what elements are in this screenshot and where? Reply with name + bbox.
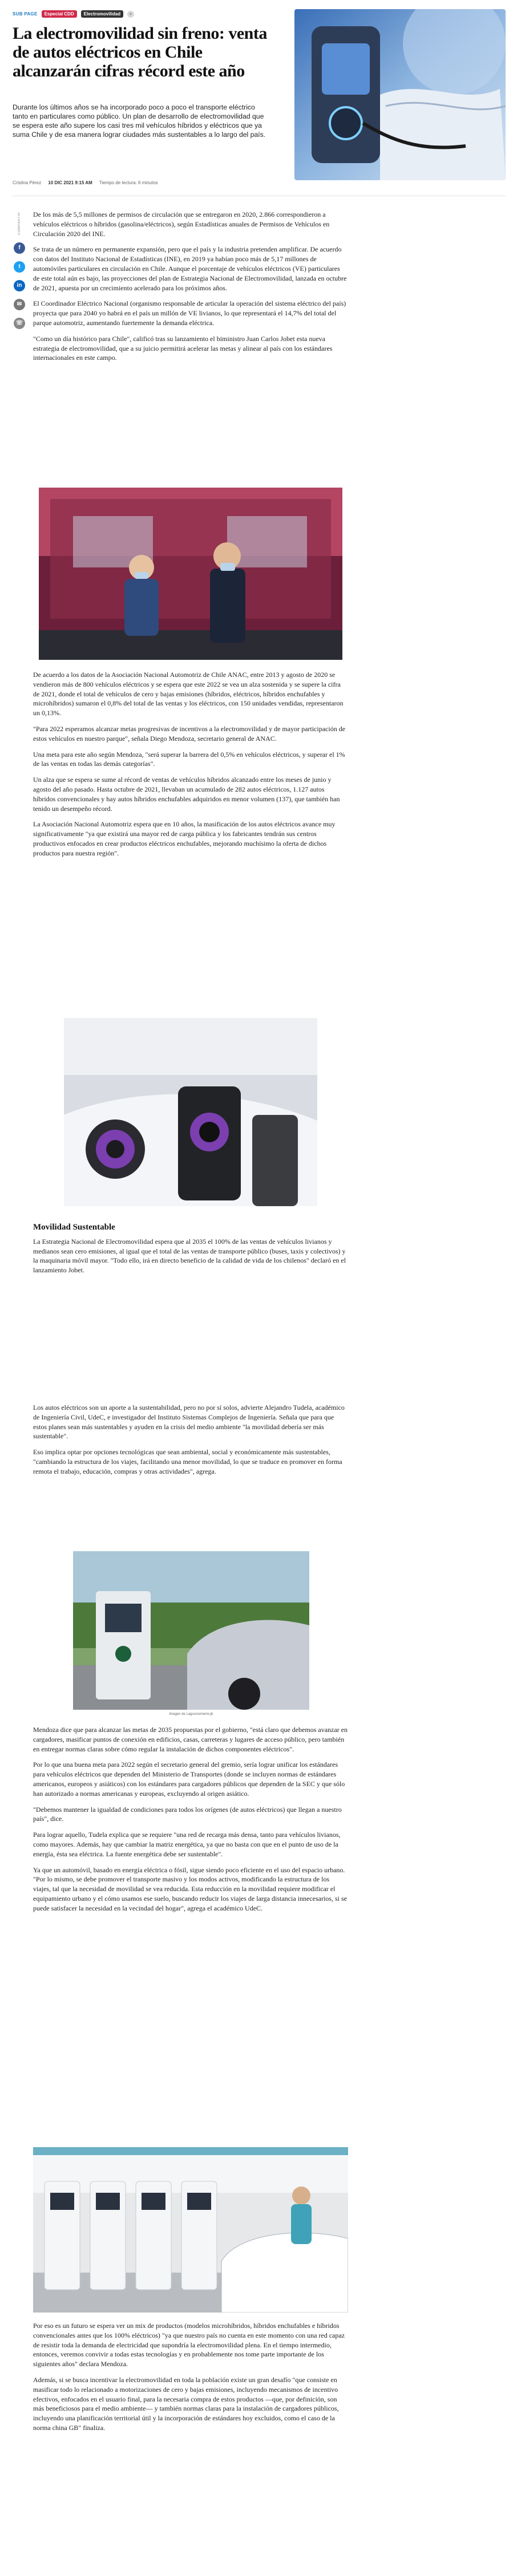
tag-especial[interactable]: Especial CDD	[42, 10, 77, 18]
tag-electromovilidad[interactable]: Electromovilidad	[81, 10, 123, 18]
share-bar	[13, 212, 26, 329]
paragraph: Eso implica optar por opciones tecnológicas que sean ambiental, social y económicamente más sustentables, "cambiando la estructura de los viajes, facilitando una menor movilidad, lo que se traduce en promover en forma remota el trabajo, educación, compras y otras actividades", agrega.	[33, 1448, 342, 1475]
paragraph: De los más de 5,5 millones de permisos de circulación que se entregaron en 2020, 2.866 correspondieron a vehículos eléctricos o híbridos (gasolina/eléctricos), según Estadísticas anuales de Permisos de Vehículos en Circulación 2020 del INE.	[33, 210, 330, 238]
twitter-icon[interactable]: t	[14, 261, 25, 273]
kicker	[13, 10, 134, 18]
paragraph: Por eso es un futuro se espera ver un mix de productos (modelos microhíbridos, híbridos enchufables e híbridos convencionales antes que los 100% eléctricos) "ya que nuestro país no cuenta en este momento con una red capaz de resistir toda la demanda de electricidad que supondría la electromovilidad plena. En el tiempo intermedio, entonces, veremos convivir a todas estas tecnologías y en probablemente nos tome parte importante de los siguientes años" declara Mendoza.	[33, 2322, 345, 2368]
author[interactable]: Cristina Pérez	[13, 180, 42, 185]
article-title: La electromovilidad sin freno: venta de autos eléctricos en Chile alcanzarán cifras récord este año	[13, 24, 267, 80]
article-body-4	[33, 1403, 348, 1483]
article-body-1	[33, 210, 348, 369]
share-label: COMPARTIR	[18, 212, 21, 235]
more-icon[interactable]: +	[127, 11, 134, 18]
paragraph: Los autos eléctricos son un aporte a la sustentabilidad, pero no por sí solos, advierte Alejandro Tudela, académico de Ingeniería Civil, UdeC, e investigador del Instituto Sistemas Complejos de Ingeniería. Señala que para que estos planes sean más sustentables y ayuden en la crisis del medio ambiente "la movilidad debería ser más sustentable".	[33, 1403, 345, 1441]
paragraph: Además, si se busca incentivar la electromovilidad en toda la población existe un gran desafío "que consiste en masificar todo lo relacionado a motorizaciones de cero y bajas emisiones, incluyendo mecanismos de incentivo efectivos, enfocados en el usuario final, para la necesaria compra de estos productos —que, por definición, son más beneficiosos para el medio ambiente— y también normas claras para la instalación de cargadores públicos, incluyendo una planificación territorial útil y la incorporación de estándares hoy excluidos, como el caso de la norma china GB" finaliza.	[33, 2375, 339, 2432]
facebook-icon[interactable]: f	[14, 242, 25, 254]
paragraph: El Coordinador Eléctrico Nacional (organismo responsable de articular la operación del sistema eléctrico del país) proyecta que para 2040 yo habrá en el país un millón de VE livianos, lo que representará el 14,7% del total del parque automotriz, aumentando fuertemente la demanda eléctrica.	[33, 299, 346, 327]
publish-date: 10 DIC 2021 9:15 AM	[48, 180, 92, 185]
paragraph: Mendoza dice que para alcanzar las metas de 2035 propuestas por el gobierno, "está claro que debemos avanzar en cargadores, masificar puntos de conexión en edificios, casas, carreteras y lugares de acceso público, pero también en entregar normas claras sobre cómo regular la instalación de dichos componentes eléctricos".	[33, 1726, 348, 1753]
photo-ministers-bus	[39, 488, 342, 660]
photo-caption: Imagen de Lagos/cemenio.jb	[169, 1713, 213, 1716]
section-link[interactable]: SUB PAGE	[13, 11, 38, 17]
paragraph: Por lo que una buena meta para 2022 según el secretario general del gremio, sería lograr unificar los estándares para vehículos eléctricos que dependen del Ministerio de Transportes (donde se incluyen normas de estándares americanos, europeos y asiáticos) con los estándares para cargadores públicos que dependen de la SEC y que sólo han autorizado a normas americanas y europeas, excluyendo al origen asiático.	[33, 1760, 345, 1798]
paragraph: De acuerdo a los datos de la Asociación Nacional Automotriz de Chile ANAC, entre 2013 y agosto de 2020 se vendieron más de 800 vehículos eléctricos y se espera que este 2022 se vea un alza sostenida y se supere la cifra de 2021, donde el total de vehículos de cero y bajas emisiones (híbridos, eléctricos, híbridos enchufables y microhíbridos) sumaron el 0,8% del total de las ventas y los eléctricos, con 150 unidades vendidas, representaron un 0,13%.	[33, 671, 344, 717]
paragraph: Se trata de un número en permanente expansión, pero que el país y la industria pretenden amplificar. De acuerdo con datos del Instituto Nacional de Estadísticas (INE), en 2019 ya habían poco más de 5,17 millones de automóviles particulares en circulación en Chile. Aunque el porcentaje de vehículos eléctricos (VE) particulares de este total aún es bajo, las proyecciones del plan de Estrategia Nacional de Electromovilidad, lanzada en octubre de 2021, apuesta por un crecimiento acelerado para los próximos años.	[33, 245, 347, 292]
article-body-6	[33, 2321, 348, 2439]
linkedin-icon[interactable]: in	[14, 280, 25, 291]
article-lede: Durante los últimos años se ha incorporado poco a poco el transporte eléctrico tanto en particulares como público. Un plan de desarrollo de electromovilidad que se espera este año supere los casi tres mil vehículos híbridos y eléctricos que ya suma Chile y de esa manera lograr ciudades más sustentables a lo largo del país.	[13, 103, 266, 139]
paragraph: Ya que un automóvil, basado en energía eléctrica o fósil, sigue siendo poco eficiente en el uso del espacio urbano. "Por lo mismo, se debe promover el transporte masivo y los modos activos, modificando la estructura de los viajes, tal que la necesidad de movilidad se vea reducida. Esta reducción en la movilidad requiere modificar el equipamiento urbano y el cómo usamos ese suelo, buscando reducir los viajes de larga distancia innecesarios, si se puede satisfacer la necesidad en la vecindad del hogar", agrega el académico UdeC.	[33, 1865, 347, 1912]
paragraph: La Estrategia Nacional de Electromovilidad espera que al 2035 el 100% de las ventas de vehículos livianos y medianos sean cero emisiones, al igual que el total de las ventas de transporte público (buses, taxis y colectivos) y la maquinaria móvil mayor. "Todo ello, irá en directo beneficio de la calidad de vida de los chilenos" declaró en el lanzamiento Jobet.	[33, 1237, 346, 1275]
email-icon[interactable]: ✉	[14, 299, 25, 310]
byline	[13, 180, 158, 185]
paragraph: "Debemos mantener la igualdad de condiciones para todos los orígenes (de autos eléctricos) que llegan a nuestro país", dice.	[33, 1805, 342, 1823]
hero-image	[294, 9, 506, 180]
paragraph: Para lograr aquello, Tudela explica que se requiere "una red de recarga más densa, tanto para vehículos livianos, como mayores. Además, hay que cambiar la matriz energética, ya que no basta con que en el punto de uso de la energía, ésta sea eléctrica. La fuente energética debe ser sustentable".	[33, 1831, 341, 1858]
article-body-5	[33, 1725, 348, 1920]
article-body-2	[33, 670, 348, 865]
photo-charging-plug	[64, 1018, 317, 1206]
whatsapp-icon[interactable]: ☏	[14, 318, 25, 329]
article-header	[0, 0, 517, 200]
article-body-3	[33, 1220, 348, 1281]
photo-charging-station	[73, 1551, 309, 1710]
paragraph: "Para 2022 esperamos alcanzar metas progresivas de incentivos a la electromovilidad y de mayor participación de estos vehículos en nuestro parque", señala Diego Mendoza, secretario general de ANAC.	[33, 724, 346, 743]
paragraph: Un alza que se espera se sume al récord de ventas de vehículos híbridos alcanzado entre los meses de junio y agosto del año pasado. Hasta octubre de 2021, llevaban un acumulado de 282 autos eléctricos, 1.127 autos híbridos convencionales y hay autos híbridos enchufables adquiridos en menor volumen (137), que también han tenido un desempeño récord.	[33, 776, 340, 813]
paragraph: Una meta para este año según Mendoza, "será superar la barrera del 0,5% en vehículos eléctricos, y superar el 1% de las ventas en todas las demás categorías".	[33, 750, 345, 768]
subheading: Movilidad Sustentable	[33, 1223, 115, 1232]
reading-time: Tiempo de lectura: 6 minutos	[99, 180, 158, 185]
paragraph: "Como un día histórico para Chile", calificó tras su lanzamiento el biministro Juan Carlos Jobet esta nueva estrategia de electromovilidad, que a su juicio permitirá acelerar las metas y alinear al país con los estándares internacionales en este campo.	[33, 334, 333, 362]
paragraph: La Asociación Nacional Automotriz espera que en 10 años, la masificación de los autos eléctricos avance muy significativamente "ya que existirá una mayor red de carga pública y los fabricantes tendrán sus centros productivos enfocados en crear productos eléctricos enchufables, mejorando muchísimo la oferta de dichos productos para nuestra región".	[33, 820, 336, 857]
photo-charging-row	[33, 2147, 348, 2313]
